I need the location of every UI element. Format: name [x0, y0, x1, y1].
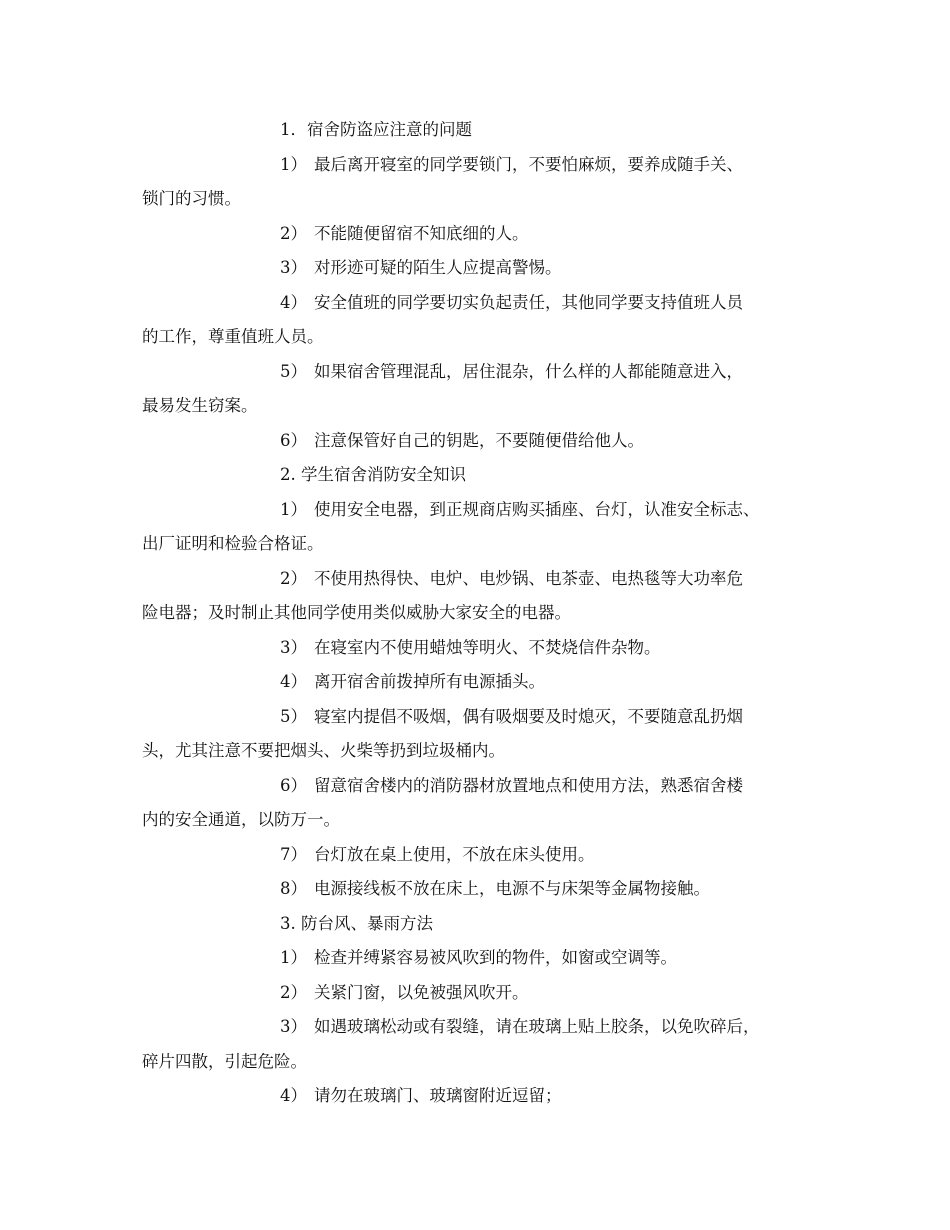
list-item-number: 5）	[280, 706, 307, 726]
list-item-line	[142, 872, 832, 907]
list-item-number: 6）	[280, 775, 307, 795]
list-item-line	[142, 631, 832, 666]
list-item-line	[142, 665, 832, 700]
section-heading-text: 3. 防台风、暴雨方法	[280, 913, 433, 933]
list-item-text: 碎片四散，引起危险。	[142, 1051, 307, 1071]
list-item-text: 电源接线板不放在床上，电源不与床架等金属物接触。	[314, 879, 710, 898]
list-item-line	[142, 769, 832, 804]
list-item-line	[142, 976, 832, 1011]
list-item-number: 4）	[280, 672, 307, 691]
list-item-line	[142, 734, 832, 769]
list-item-line	[142, 251, 832, 286]
list-item-text: 不使用热得快、电炉、电炒锅、电茶壶、电热毯等大功率危	[314, 568, 743, 588]
list-item-text: 内的安全通道，以防万一。	[142, 810, 340, 829]
list-item-text: 检查并缚紧容易被风吹到的物件，如窗或空调等。	[314, 948, 677, 967]
section-heading-text: 2. 学生宿舍消防安全知识	[280, 465, 466, 484]
list-item-text: 最后离开寝室的同学要锁门，不要怕麻烦，要养成随手关、	[314, 154, 743, 174]
list-item-line	[142, 527, 832, 562]
list-item-text: 留意宿舍楼内的消防器材放置地点和使用方法，熟悉宿舍楼	[314, 775, 743, 795]
list-item-text: 最易发生窃案。	[142, 396, 258, 415]
list-item-text: 使用安全电器，到正规商店购买插座、台灯，认准安全标志、	[314, 499, 760, 519]
section-heading	[142, 113, 832, 148]
list-item-line	[142, 1079, 832, 1114]
list-item-text: 不能随便留宿不知底细的人。	[314, 223, 529, 243]
list-item-line	[142, 596, 832, 631]
list-item-text: 关紧门窗，以免被强风吹开。	[314, 982, 529, 1002]
list-item-text: 安全值班的同学要切实负起责任，其他同学要支持值班人员	[314, 292, 743, 312]
list-item-number: 1）	[280, 948, 307, 967]
list-item-line	[142, 838, 832, 873]
document-body	[142, 113, 832, 1114]
section-heading	[142, 907, 832, 942]
list-item-line	[142, 493, 832, 528]
list-item-number: 2）	[280, 982, 307, 1002]
list-item-line	[142, 182, 832, 217]
list-item-text: 头，尤其注意不要把烟头、火柴等扔到垃圾桶内。	[142, 741, 505, 760]
list-item-number: 3）	[280, 258, 307, 277]
list-item-text: 的工作，尊重值班人员。	[142, 327, 324, 346]
list-item-number: 8）	[280, 879, 307, 898]
list-item-text: 出厂证明和检验合格证。	[142, 534, 324, 553]
section-heading-text: 1．宿舍防盗应注意的问题	[280, 120, 472, 139]
list-item-text: 如果宿舍管理混乱，居住混杂，什么样的人都能随意进入，	[314, 361, 743, 381]
list-item-number: 2）	[280, 223, 307, 243]
list-item-number: 4）	[280, 292, 307, 312]
list-item-text: 在寝室内不使用蜡烛等明火、不焚烧信件杂物。	[314, 637, 661, 657]
list-item-line	[142, 355, 832, 390]
list-item-line	[142, 320, 832, 355]
list-item-text: 如遇玻璃松动或有裂缝，请在玻璃上贴上胶条，以免吹碎后，	[314, 1017, 760, 1036]
list-item-number: 3）	[280, 1017, 307, 1036]
list-item-number: 1）	[280, 154, 307, 174]
list-item-text: 对形迹可疑的陌生人应提高警惕。	[314, 258, 562, 277]
list-item-number: 7）	[280, 844, 307, 864]
list-item-number: 4）	[280, 1086, 307, 1105]
list-item-number: 1）	[280, 499, 307, 519]
list-item-line	[142, 389, 832, 424]
list-item-text: 请勿在玻璃门、玻璃窗附近逗留；	[314, 1086, 562, 1105]
list-item-line	[142, 148, 832, 183]
list-item-line	[142, 941, 832, 976]
list-item-line	[142, 562, 832, 597]
list-item-text: 注意保管好自己的钥匙，不要随便借给他人。	[314, 430, 644, 450]
list-item-line	[142, 217, 832, 252]
list-item-line	[142, 1010, 832, 1045]
list-item-number: 2）	[280, 568, 307, 588]
list-item-line	[142, 700, 832, 735]
list-item-line	[142, 803, 832, 838]
list-item-text: 台灯放在桌上使用，不放在床头使用。	[314, 844, 595, 864]
list-item-number: 3）	[280, 637, 307, 657]
list-item-line	[142, 286, 832, 321]
list-item-text: 险电器；及时制止其他同学使用类似威胁大家安全的电器。	[142, 603, 571, 622]
list-item-line	[142, 424, 832, 459]
list-item-number: 6）	[280, 430, 307, 450]
list-item-text: 离开宿舍前拨掉所有电源插头。	[314, 672, 545, 691]
list-item-text: 寝室内提倡不吸烟，偶有吸烟要及时熄灭，不要随意乱扔烟	[314, 706, 743, 726]
section-heading	[142, 458, 832, 493]
list-item-line	[142, 1045, 832, 1080]
list-item-number: 5）	[280, 361, 307, 381]
list-item-text: 锁门的习惯。	[142, 189, 241, 208]
